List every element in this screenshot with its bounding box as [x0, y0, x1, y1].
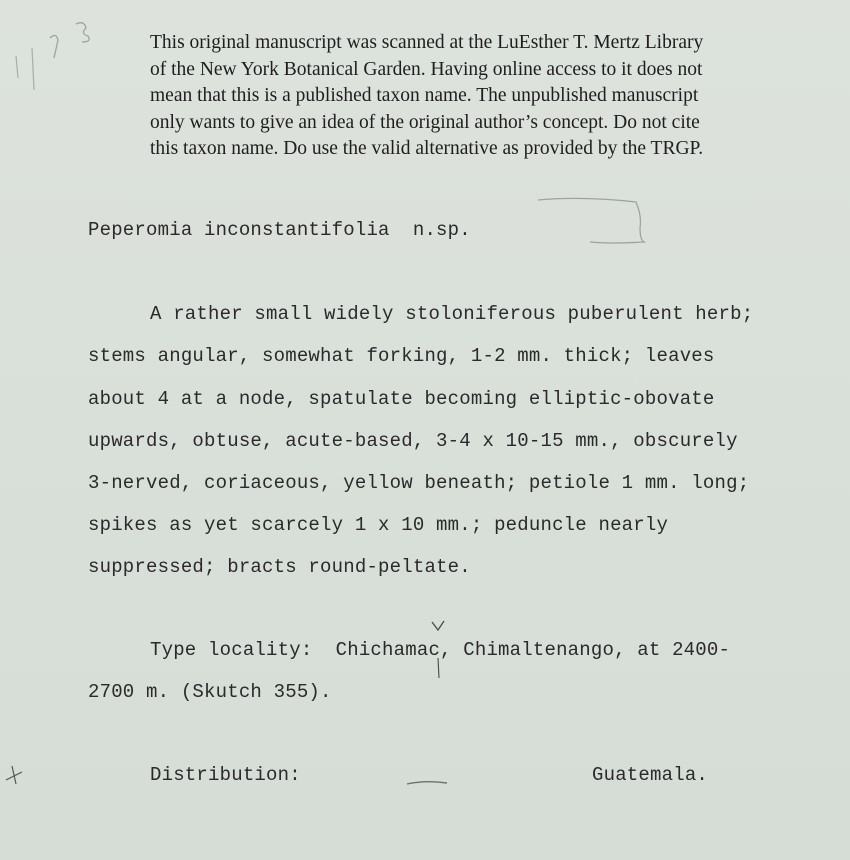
type-locality-line: Type locality: Chichamac, Chimaltenango, at 2400-: [150, 639, 731, 661]
description-line: A rather small widely stoloniferous puberulent herb;: [150, 303, 754, 325]
description-line: suppressed; bracts round-peltate.: [88, 556, 471, 578]
pencil-bracket-mark: [532, 192, 652, 252]
disclaimer-line: of the New York Botanical Garden. Having online access to it does not: [150, 58, 703, 80]
description-line: spikes as yet scarcely 1 x 10 mm.; peduncle nearly: [88, 514, 669, 536]
pencil-cross-mark: [2, 762, 28, 788]
description-line: about 4 at a node, spatulate becoming elliptic-obovate: [88, 388, 715, 410]
pencil-dash-mark: [404, 776, 450, 790]
disclaimer-line: only wants to give an idea of the original author’s concept. Do not cite: [150, 111, 700, 133]
pencil-annotation-mark: [10, 18, 100, 108]
type-locality-line: 2700 m. (Skutch 355).: [88, 681, 332, 703]
description-line: 3-nerved, coriaceous, yellow beneath; petiole 1 mm. long;: [88, 472, 750, 494]
distribution-label: Distribution:: [150, 764, 301, 786]
library-disclaimer: [150, 30, 790, 163]
taxon-title: Peperomia inconstantifolia n.sp.: [88, 219, 471, 241]
disclaimer-line: This original manuscript was scanned at the LuEsther T. Mertz Library: [150, 32, 704, 53]
description-line: upwards, obtuse, acute-based, 3-4 x 10-15 mm., obscurely: [88, 430, 738, 452]
disclaimer-line: this taxon name. Do use the valid alternative as provided by the TRGP.: [150, 138, 704, 159]
disclaimer-line: mean that this is a published taxon name. The unpublished manuscript: [150, 85, 699, 106]
distribution-value: Guatemala.: [592, 764, 709, 786]
description-line: stems angular, somewhat forking, 1-2 mm. thick; leaves: [88, 345, 715, 367]
